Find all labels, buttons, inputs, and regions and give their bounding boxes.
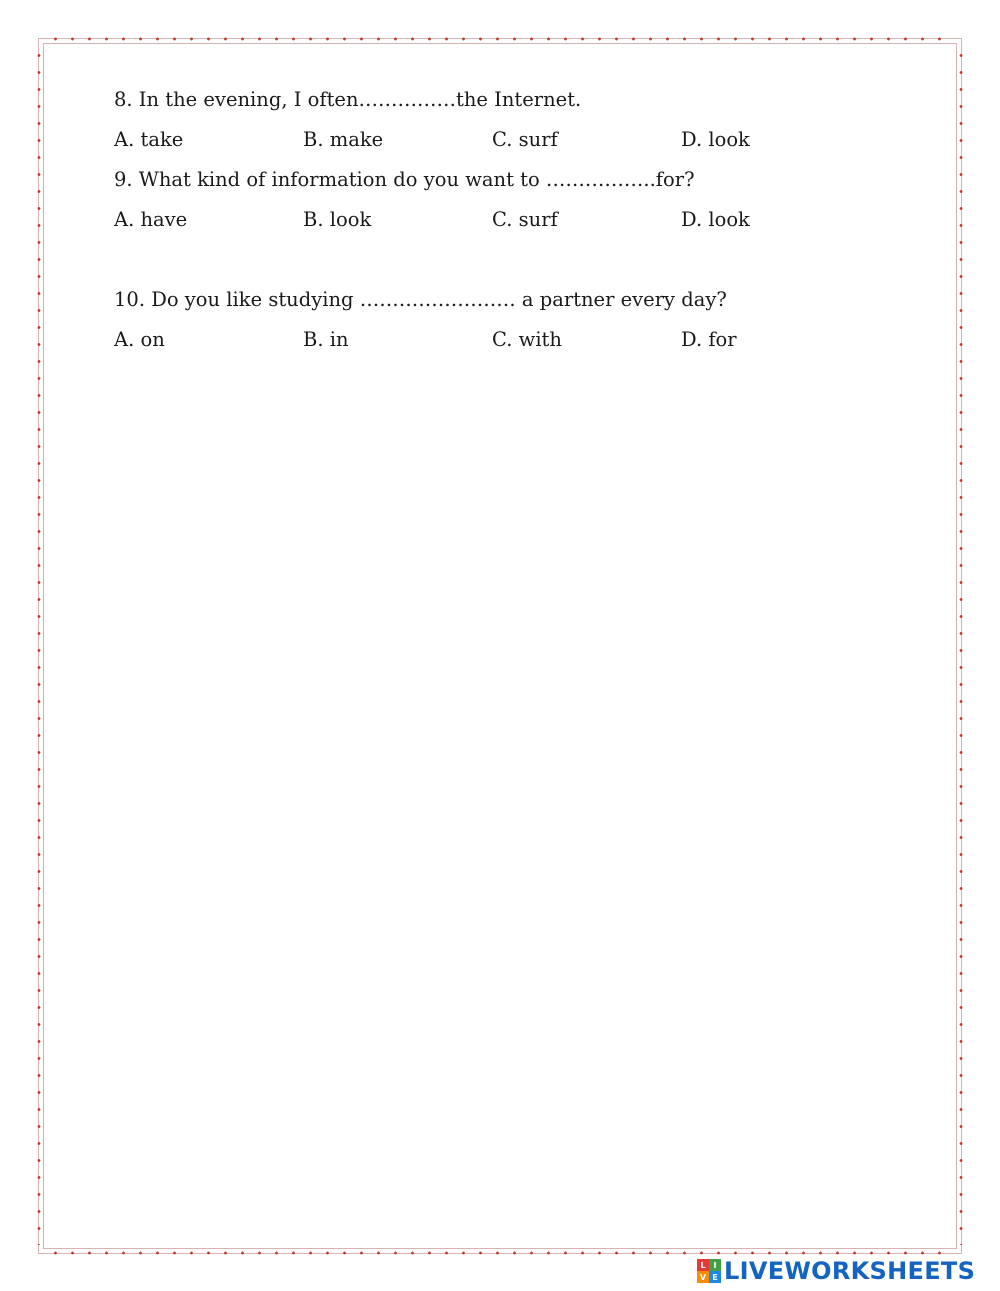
liveworksheets-logo bbox=[697, 1257, 975, 1285]
question-9: 9. What kind of information do you want to ……………..for? bbox=[114, 168, 695, 191]
question-8: 8. In the evening, I often……………the Internet. bbox=[114, 88, 582, 111]
logo-wordmark: LIVEWORKSHEETS bbox=[724, 1257, 976, 1285]
border-dots-left bbox=[36, 47, 42, 1245]
option-a[interactable]: A. have bbox=[114, 208, 188, 231]
badge-letter: I bbox=[709, 1259, 721, 1271]
live-badge-icon bbox=[697, 1259, 721, 1283]
option-b[interactable]: B. look bbox=[303, 208, 372, 231]
option-b[interactable]: B. in bbox=[303, 328, 349, 351]
badge-letter: V bbox=[697, 1271, 709, 1283]
question-8-options bbox=[114, 126, 874, 154]
option-c[interactable]: C. with bbox=[492, 328, 562, 351]
border-dots-bottom bbox=[47, 1250, 953, 1256]
option-d[interactable]: D. look bbox=[681, 208, 750, 231]
option-d[interactable]: D. look bbox=[681, 128, 750, 151]
option-a[interactable]: A. on bbox=[114, 328, 165, 351]
badge-letter: L bbox=[697, 1259, 709, 1271]
question-10: 10. Do you like studying …………………… a partner every day? bbox=[114, 288, 727, 311]
question-10-options bbox=[114, 326, 874, 354]
spacer bbox=[114, 246, 874, 286]
option-b[interactable]: B. make bbox=[303, 128, 384, 151]
worksheet-content bbox=[114, 86, 874, 366]
question-9-options bbox=[114, 206, 874, 234]
option-a[interactable]: A. take bbox=[114, 128, 184, 151]
option-c[interactable]: C. surf bbox=[492, 208, 558, 231]
border-dots-top bbox=[47, 36, 953, 42]
badge-letter: E bbox=[709, 1271, 721, 1283]
border-dots-right bbox=[958, 47, 964, 1245]
option-d[interactable]: D. for bbox=[681, 328, 737, 351]
option-c[interactable]: C. surf bbox=[492, 128, 558, 151]
